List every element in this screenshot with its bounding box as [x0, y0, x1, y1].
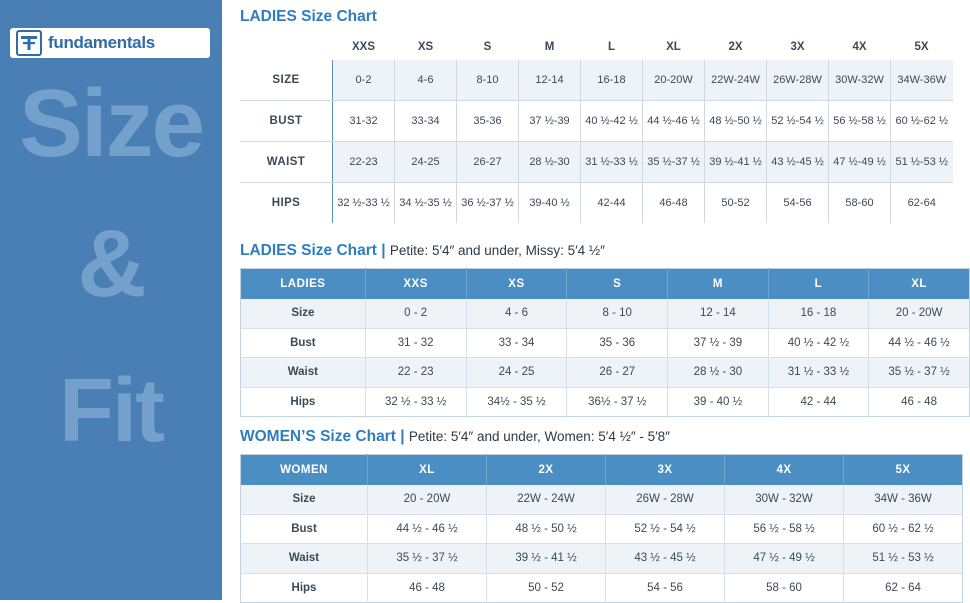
womens-cell: 58 - 60	[725, 573, 844, 603]
chart1-row-label: BUST	[240, 101, 333, 142]
table-row	[241, 387, 970, 417]
table-row	[241, 514, 963, 544]
chart1-cell: 22W-24W	[705, 60, 767, 101]
ladies-petite-cell: 33 - 34	[466, 328, 567, 358]
ladies-petite-cell: 28 ½ - 30	[668, 358, 769, 388]
chart1-row-label: SIZE	[240, 60, 333, 101]
table-row	[240, 101, 953, 142]
chart1-cell: 22-23	[333, 142, 395, 183]
womens-cell: 39 ½ - 41 ½	[487, 544, 606, 574]
section-ladies-size-chart	[240, 8, 953, 223]
ladies-petite-row-label: Waist	[241, 358, 366, 388]
ladies-petite-cell: 40 ½ - 42 ½	[768, 328, 869, 358]
chart1-cell: 39 ½-41 ½	[705, 142, 767, 183]
chart1-cell: 43 ½-45 ½	[767, 142, 829, 183]
ladies-petite-row-label: Size	[241, 299, 366, 328]
chart1-corner-cell	[240, 34, 333, 60]
section-3-title	[240, 428, 963, 446]
section-3-subtitle: Petite: 5′4″ and under, Women: 5′4 ½″ - 5′8″	[408, 429, 670, 444]
ladies-petite-cell: 35 ½ - 37 ½	[869, 358, 970, 388]
womens-col-header: 4X	[725, 455, 844, 486]
ladies-size-chart-table	[240, 34, 953, 223]
womens-cell: 34W - 36W	[844, 485, 963, 514]
table-row	[240, 60, 953, 101]
chart1-cell: 48 ½-50 ½	[705, 101, 767, 142]
chart1-row-label: WAIST	[240, 142, 333, 183]
chart1-cell: 26-27	[457, 142, 519, 183]
table-row	[241, 358, 970, 388]
ladies-petite-cell: 24 - 25	[466, 358, 567, 388]
ladies-petite-cell: 22 - 23	[365, 358, 466, 388]
womens-col-header: XL	[368, 455, 487, 486]
fundamentals-monogram-icon	[16, 30, 42, 56]
chart1-col-header: 2X	[728, 41, 743, 53]
ladies-petite-cell: 39 - 40 ½	[668, 387, 769, 417]
womens-cell: 62 - 64	[844, 573, 963, 603]
ladies-petite-col-header: L	[768, 269, 869, 300]
table-row	[241, 544, 963, 574]
womens-row-label: Size	[241, 485, 368, 514]
brand-logo	[10, 28, 210, 58]
ladies-petite-cell: 26 - 27	[567, 358, 668, 388]
section-2-title-text: LADIES Size Chart	[240, 242, 377, 259]
womens-cell: 46 - 48	[368, 573, 487, 603]
charts-content	[222, 0, 970, 600]
chart1-col-header: XL	[666, 41, 681, 53]
ladies-petite-col-header: XL	[869, 269, 970, 300]
section-1-title-text: LADIES Size Chart	[240, 8, 377, 25]
chart1-cell: 36 ½-37 ½	[457, 183, 519, 224]
section-1-title	[240, 8, 953, 26]
womens-row-label: Waist	[241, 544, 368, 574]
womens-cell: 30W - 32W	[725, 485, 844, 514]
ladies-petite-cell: 31 ½ - 33 ½	[768, 358, 869, 388]
womens-corner-header: WOMEN	[241, 455, 368, 486]
chart1-col-header: M	[544, 41, 555, 53]
chart1-cell: 0-2	[333, 60, 395, 101]
chart1-col-header: 3X	[790, 41, 805, 53]
womens-cell: 54 - 56	[606, 573, 725, 603]
chart1-cell: 58-60	[829, 183, 891, 224]
section-ladies-petite-missy	[240, 242, 970, 417]
chart1-cell: 31-32	[333, 101, 395, 142]
womens-cell: 47 ½ - 49 ½	[725, 544, 844, 574]
ladies-petite-cell: 8 - 10	[567, 299, 668, 328]
chart1-cell: 42-44	[581, 183, 643, 224]
womens-cell: 35 ½ - 37 ½	[368, 544, 487, 574]
womens-cell: 44 ½ - 46 ½	[368, 514, 487, 544]
chart1-cell: 28 ½-30	[519, 142, 581, 183]
panel-title	[0, 70, 222, 590]
ladies-petite-row-label: Hips	[241, 387, 366, 417]
table-row	[241, 299, 970, 328]
ladies-petite-cell: 20 - 20W	[869, 299, 970, 328]
womens-col-header: 3X	[606, 455, 725, 486]
table-row	[240, 183, 953, 224]
brand-logo-text: fundamentals	[48, 33, 155, 52]
chart1-cell: 50-52	[705, 183, 767, 224]
chart1-cell: 60 ½-62 ½	[891, 101, 953, 142]
ladies-petite-cell: 0 - 2	[365, 299, 466, 328]
table-row	[241, 328, 970, 358]
chart1-cell: 12-14	[519, 60, 581, 101]
table-row	[241, 573, 963, 603]
ladies-petite-cell: 36½ - 37 ½	[567, 387, 668, 417]
ladies-petite-cell: 34½ - 35 ½	[466, 387, 567, 417]
ladies-petite-col-header: XS	[466, 269, 567, 300]
section-3-title-text: WOMEN’S Size Chart	[240, 428, 396, 445]
chart1-cell: 31 ½-33 ½	[581, 142, 643, 183]
womens-cell: 20 - 20W	[368, 485, 487, 514]
womens-cell: 22W - 24W	[487, 485, 606, 514]
ladies-petite-row-label: Bust	[241, 328, 366, 358]
chart1-cell: 24-25	[395, 142, 457, 183]
womens-cell: 52 ½ - 54 ½	[606, 514, 725, 544]
womens-cell: 60 ½ - 62 ½	[844, 514, 963, 544]
chart1-row-label: HIPS	[240, 183, 333, 224]
chart1-cell: 52 ½-54 ½	[767, 101, 829, 142]
chart1-cell: 35 ½-37 ½	[643, 142, 705, 183]
ladies-petite-cell: 31 - 32	[365, 328, 466, 358]
chart1-cell: 16-18	[581, 60, 643, 101]
womens-col-header: 2X	[487, 455, 606, 486]
ladies-petite-cell: 37 ½ - 39	[668, 328, 769, 358]
chart1-cell: 34 ½-35 ½	[395, 183, 457, 224]
womens-cell: 48 ½ - 50 ½	[487, 514, 606, 544]
womens-cell: 26W - 28W	[606, 485, 725, 514]
chart1-cell: 56 ½-58 ½	[829, 101, 891, 142]
chart1-col-header: XXS	[351, 41, 375, 53]
ladies-petite-col-header: S	[567, 269, 668, 300]
womens-cell: 56 ½ - 58 ½	[725, 514, 844, 544]
chart1-cell: 34W-36W	[891, 60, 953, 101]
chart1-cell: 33-34	[395, 101, 457, 142]
chart1-cell: 26W-28W	[767, 60, 829, 101]
chart1-col-header: 5X	[914, 41, 929, 53]
panel-title-line-3: Fit	[59, 361, 163, 461]
panel-title-line-2: &	[77, 210, 145, 317]
ladies-petite-corner-header: LADIES	[241, 269, 366, 300]
chart1-cell: 62-64	[891, 183, 953, 224]
ladies-petite-missy-table	[240, 268, 970, 417]
chart1-cell: 46-48	[643, 183, 705, 224]
womens-cell: 43 ½ - 45 ½	[606, 544, 725, 574]
ladies-petite-cell: 35 - 36	[567, 328, 668, 358]
womens-row-label: Hips	[241, 573, 368, 603]
chart1-cell: 40 ½-42 ½	[581, 101, 643, 142]
section-2-title	[240, 242, 970, 260]
womens-cell: 50 - 52	[487, 573, 606, 603]
ladies-petite-cell: 16 - 18	[768, 299, 869, 328]
panel-title-line-1: Size	[18, 70, 204, 177]
chart1-cell: 47 ½-49 ½	[829, 142, 891, 183]
section-2-subtitle: Petite: 5′4″ and under, Missy: 5′4 ½″	[389, 243, 605, 258]
chart1-cell: 4-6	[395, 60, 457, 101]
table-row	[240, 142, 953, 183]
chart1-col-header: S	[483, 41, 492, 53]
chart1-cell: 35-36	[457, 101, 519, 142]
chart1-cell: 20-20W	[643, 60, 705, 101]
chart1-cell: 37 ½-39	[519, 101, 581, 142]
womens-cell: 51 ½ - 53 ½	[844, 544, 963, 574]
chart1-cell: 54-56	[767, 183, 829, 224]
chart1-col-header: 4X	[852, 41, 867, 53]
ladies-petite-cell: 4 - 6	[466, 299, 567, 328]
chart1-cell: 44 ½-46 ½	[643, 101, 705, 142]
brand-panel	[0, 0, 222, 600]
ladies-petite-col-header: XXS	[365, 269, 466, 300]
ladies-petite-cell: 32 ½ - 33 ½	[365, 387, 466, 417]
section-womens-size-chart	[240, 428, 963, 603]
chart1-cell: 32 ½-33 ½	[333, 183, 395, 224]
chart1-cell: 39-40 ½	[519, 183, 581, 224]
section-3-separator: |	[400, 428, 405, 445]
chart1-cell: 8-10	[457, 60, 519, 101]
womens-col-header: 5X	[844, 455, 963, 486]
table-row	[241, 485, 963, 514]
ladies-petite-cell: 44 ½ - 46 ½	[869, 328, 970, 358]
womens-row-label: Bust	[241, 514, 368, 544]
ladies-petite-cell: 12 - 14	[668, 299, 769, 328]
chart1-col-header: L	[607, 41, 616, 53]
ladies-petite-cell: 42 - 44	[768, 387, 869, 417]
chart1-col-header: XS	[417, 41, 434, 53]
section-2-separator: |	[381, 242, 386, 259]
chart1-cell: 51 ½-53 ½	[891, 142, 953, 183]
ladies-petite-col-header: M	[668, 269, 769, 300]
chart1-cell: 30W-32W	[829, 60, 891, 101]
ladies-petite-cell: 46 - 48	[869, 387, 970, 417]
womens-size-chart-table	[240, 454, 963, 603]
